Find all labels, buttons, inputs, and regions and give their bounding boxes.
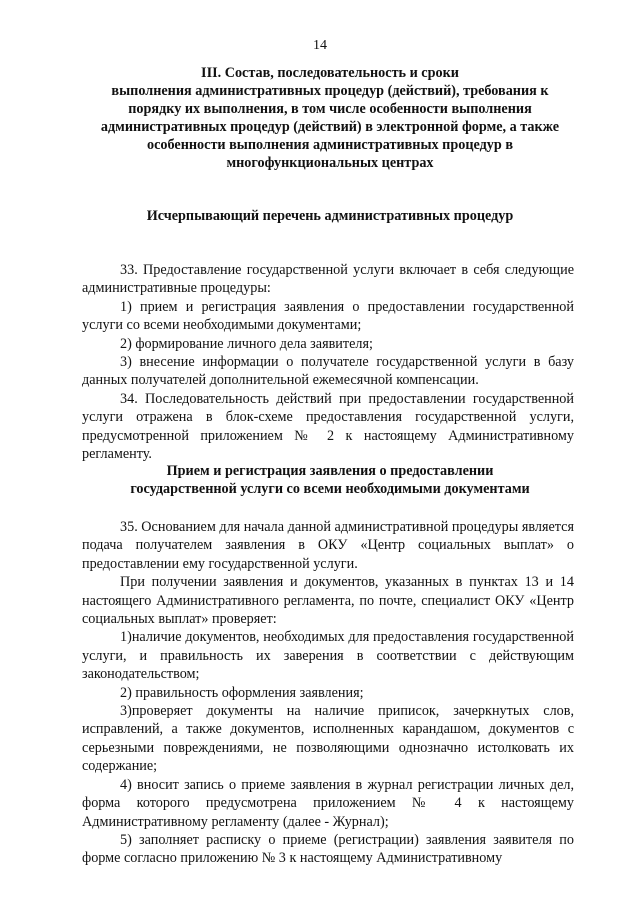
check-item-5: 5) заполняет расписку о приеме (регистрации) заявления заявителя по форме согласно приложению № 3 к настоящему Административному bbox=[82, 831, 574, 867]
reception-registration-heading-line: государственной услуги со всеми необходимыми документами bbox=[130, 481, 530, 497]
section-title-line: административных процедур (действий) в электронной форме, а также bbox=[100, 119, 560, 135]
list-item-2: 2) формирование личного дела заявителя; bbox=[120, 335, 373, 352]
list-item-1: 1) прием и регистрация заявления о предоставлении государственной услуги со всеми необходимыми документами; bbox=[82, 298, 574, 334]
paragraph-34: 34. Последовательность действий при предоставлении государственной услуги отражена в блок-схеме предоставления государственной услуги, предусмотренной приложением № 2 к настоящему Административному регламенту. bbox=[82, 390, 574, 463]
check-item-3: 3)проверяет документы на наличие приписок, зачеркнутых слов, исправлений, а также документов, исполненных карандашом, документов с серьезными повреждениями, не позволяющими однозначно истолковать их содержание; bbox=[82, 703, 574, 775]
section-title-line: порядку их выполнения, в том числе особенности выполнения bbox=[128, 101, 532, 117]
reception-registration-heading-line: Прием и регистрация заявления о предоставлении bbox=[166, 463, 494, 479]
section-title-line: многофункциональных центрах bbox=[226, 155, 434, 171]
procedures-list-heading-text: Исчерпывающий перечень административных процедур bbox=[146, 208, 514, 224]
section-title-line: выполнения административных процедур (действий), требования к bbox=[111, 83, 549, 99]
section-title-line: III. Состав, последовательность и сроки bbox=[201, 65, 459, 81]
reception-registration-heading bbox=[80, 462, 580, 498]
list-item-3: 3) внесение информации о получателе государственной услуги в базу данных получателей дополнительной ежемесячной компенсации. bbox=[82, 354, 574, 389]
check-item-2: 2) правильность оформления заявления; bbox=[120, 684, 364, 701]
check-item-1: 1)наличие документов, необходимых для предоставления государственной услуги, и правильность их заверения в соответствии с действующим законодательством; bbox=[82, 629, 574, 683]
paragraph-33: 33. Предоставление государственной услуги включает в себя следующие административные процедуры: bbox=[82, 262, 574, 297]
paragraph-mail-check: При получении заявления и документов, указанных в пунктах 13 и 14 настоящего Административного регламента, по почте, специалист ОКУ «Центр социальных выплат» проверяет: bbox=[82, 574, 574, 628]
reception-registration-body bbox=[82, 518, 574, 868]
section-title bbox=[80, 64, 580, 172]
check-item-4: 4) вносит запись о приеме заявления в журнал регистрации личных дел, форма которого предусмотрена приложением № 4 к настоящему Административному регламенту (далее - Журнал); bbox=[82, 776, 574, 830]
page-number: 14 bbox=[313, 38, 327, 53]
procedures-list-body bbox=[82, 261, 574, 463]
paragraph-35: 35. Основанием для начала данной административной процедуры является подача получателем заявления в ОКУ «Центр социальных выплат» о предоставлении ему государственной услуги. bbox=[82, 519, 574, 572]
section-title-line: особенности выполнения административных процедур в bbox=[147, 137, 513, 153]
procedures-list-heading bbox=[80, 207, 580, 225]
